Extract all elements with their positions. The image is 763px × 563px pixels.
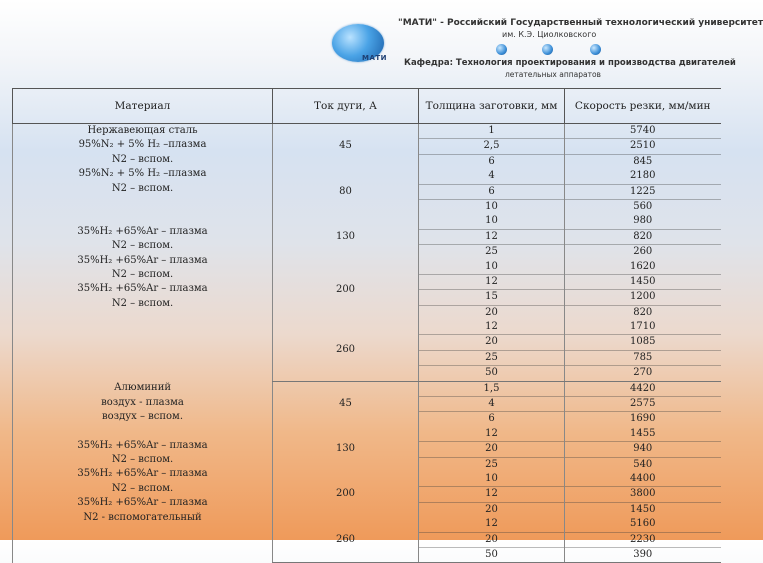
table-header-row xyxy=(13,89,721,124)
speed-cell xyxy=(565,381,721,427)
material-cell xyxy=(13,381,273,563)
thickness-value: 10 xyxy=(419,199,564,214)
speed-value: 980 xyxy=(633,215,653,227)
current-cell: 45 xyxy=(273,124,419,170)
speed-value: 785 xyxy=(565,350,721,365)
table-row xyxy=(13,381,721,427)
header-material: Материал xyxy=(13,89,273,124)
thickness-value: 6 xyxy=(419,184,564,199)
logo-text: МАТИ xyxy=(362,54,388,62)
speed-value: 2575 xyxy=(565,396,721,411)
speed-value: 1450 xyxy=(565,274,721,289)
material-line xyxy=(13,196,272,210)
material-line: N2 – вспом. xyxy=(111,182,174,194)
speed-value: 5740 xyxy=(630,125,656,136)
material-line: Алюминий xyxy=(113,382,172,394)
thickness-value: 12 xyxy=(485,321,498,333)
globe-icon xyxy=(590,44,601,55)
thickness-value: 12 xyxy=(485,427,498,439)
globe-icon xyxy=(542,44,553,55)
speed-value: 820 xyxy=(565,305,721,320)
speed-value: 260 xyxy=(565,244,721,259)
speed-cell xyxy=(565,260,721,321)
globe-icon xyxy=(496,44,507,55)
material-line: 35%H₂ +65%Ar – плазма xyxy=(77,468,208,480)
header-thickness: Толщина заготовки, мм xyxy=(419,89,565,124)
speed-value: 4400 xyxy=(630,472,656,484)
thickness-value: 15 xyxy=(419,289,564,304)
thickness-value: 20 xyxy=(419,502,564,517)
department-name: Кафедра: Технология проектирования и производства двигателей xyxy=(404,58,736,68)
thickness-value: 20 xyxy=(419,441,564,456)
speed-value: 560 xyxy=(565,199,721,214)
department-subtitle: летательных аппаратов xyxy=(505,70,601,79)
material-line xyxy=(13,210,272,224)
university-name: "МАТИ" - Российский Государственный технологический университет xyxy=(398,18,763,28)
material-line: Нержавеющая сталь xyxy=(87,125,198,136)
material-line: N2 - вспомогательный xyxy=(83,511,202,523)
speed-cell xyxy=(565,320,721,381)
thickness-value: 6 xyxy=(419,411,564,426)
thickness-value: 20 xyxy=(419,532,564,547)
speed-value: 5160 xyxy=(630,518,656,530)
thickness-value: 10 xyxy=(485,215,498,227)
current-cell: 45 xyxy=(273,381,419,427)
slide-header xyxy=(0,0,763,88)
material-line: 95%N₂ + 5% H₂ –плазма xyxy=(78,168,207,180)
material-cell xyxy=(13,124,273,382)
university-subtitle: им. К.Э. Циолковского xyxy=(502,30,597,39)
thickness-value: 20 xyxy=(419,334,564,349)
thickness-value: 25 xyxy=(419,457,564,472)
thickness-value: 6 xyxy=(419,154,564,169)
speed-value: 940 xyxy=(565,441,721,456)
current-cell: 200 xyxy=(273,472,419,517)
thickness-value: 50 xyxy=(419,547,564,562)
thickness-value: 12 xyxy=(419,274,564,289)
speed-value: 1710 xyxy=(630,321,656,333)
speed-value: 2230 xyxy=(565,532,721,547)
speed-value: 1620 xyxy=(630,260,656,272)
current-cell: 130 xyxy=(273,427,419,472)
thickness-cell xyxy=(419,169,565,214)
thickness-value: 25 xyxy=(419,244,564,259)
material-line: 35%H₂ +65%Ar – плазма xyxy=(77,439,208,451)
thickness-value: 1 xyxy=(488,125,495,136)
material-line: N2 – вспом. xyxy=(111,153,174,165)
material-line: N2 – вспом. xyxy=(111,268,174,280)
speed-value: 845 xyxy=(565,154,721,169)
thickness-value: 4 xyxy=(488,170,495,182)
speed-cell xyxy=(565,169,721,214)
thickness-value: 12 xyxy=(485,518,498,530)
speed-cell xyxy=(565,427,721,472)
current-cell: 130 xyxy=(273,214,419,259)
thickness-value: 4 xyxy=(419,396,564,411)
speed-value: 1450 xyxy=(565,502,721,517)
thickness-cell xyxy=(419,427,565,472)
thickness-cell xyxy=(419,320,565,381)
speed-value: 4420 xyxy=(630,382,656,394)
thickness-cell xyxy=(419,214,565,259)
speed-value: 540 xyxy=(565,457,721,472)
speed-value: 820 xyxy=(565,229,721,244)
header-speed: Скорость резки, мм/мин xyxy=(565,89,721,124)
material-line: 95%N₂ + 5% H₂ –плазма xyxy=(78,139,207,151)
material-line: 35%H₂ +65%Ar – плазма xyxy=(77,225,208,237)
speed-value: 1200 xyxy=(565,289,721,304)
thickness-value: 10 xyxy=(485,260,498,272)
thickness-cell xyxy=(419,124,565,170)
speed-cell xyxy=(565,124,721,170)
material-line: N2 – вспом. xyxy=(111,297,174,309)
speed-cell xyxy=(565,214,721,259)
speed-cell xyxy=(565,472,721,517)
material-line xyxy=(13,424,272,438)
speed-value: 1225 xyxy=(565,184,721,199)
speed-value: 1085 xyxy=(565,334,721,349)
thickness-cell xyxy=(419,472,565,517)
speed-value: 3800 xyxy=(565,486,721,501)
material-line: N2 – вспом. xyxy=(111,240,174,252)
speed-value: 1690 xyxy=(565,411,721,426)
material-line: воздух - плазма xyxy=(101,396,184,408)
material-line: 35%H₂ +65%Ar – плазма xyxy=(77,283,208,295)
header-current: Ток дуги, А xyxy=(273,89,419,124)
thickness-cell xyxy=(419,381,565,427)
current-cell: 200 xyxy=(273,260,419,321)
material-line: N2 – вспом. xyxy=(111,482,174,494)
current-cell: 260 xyxy=(273,320,419,381)
thickness-value: 1,5 xyxy=(483,382,500,394)
material-line: 35%H₂ +65%Ar – плазма xyxy=(77,254,208,266)
thickness-value: 2,5 xyxy=(419,138,564,153)
speed-value: 270 xyxy=(565,365,721,380)
thickness-cell xyxy=(419,517,565,563)
current-cell: 80 xyxy=(273,169,419,214)
thickness-cell xyxy=(419,260,565,321)
thickness-value: 25 xyxy=(419,350,564,365)
speed-cell xyxy=(565,517,721,563)
thickness-value: 20 xyxy=(419,305,564,320)
material-line: 35%H₂ +65%Ar – плазма xyxy=(77,497,208,509)
thickness-value: 50 xyxy=(419,365,564,380)
material-line: воздух – вспом. xyxy=(101,410,183,422)
current-cell: 260 xyxy=(273,517,419,563)
table-row xyxy=(13,124,721,170)
speed-value: 1455 xyxy=(630,427,656,439)
speed-value: 2510 xyxy=(565,138,721,153)
speed-value: 2180 xyxy=(630,170,656,182)
thickness-value: 12 xyxy=(419,486,564,501)
cutting-parameters-table xyxy=(12,88,721,563)
thickness-value: 10 xyxy=(485,472,498,484)
table-body xyxy=(13,124,721,563)
thickness-value: 12 xyxy=(419,229,564,244)
speed-value: 390 xyxy=(565,547,721,562)
material-line: N2 – вспом. xyxy=(111,454,174,466)
